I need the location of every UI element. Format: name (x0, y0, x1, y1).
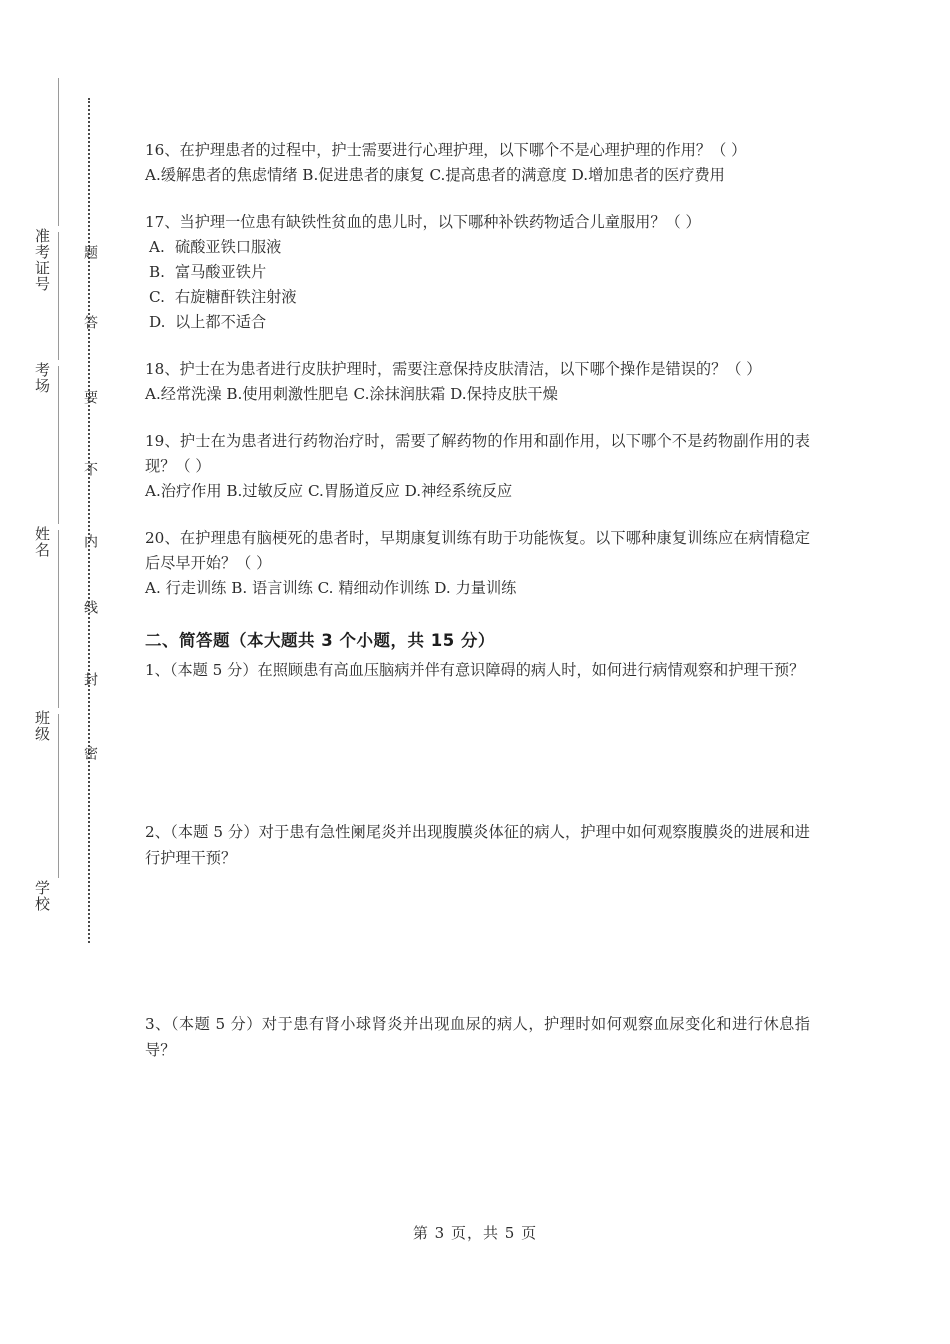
question-18-stem: 18、护士在为患者进行皮肤护理时，需要注意保持皮肤清洁，以下哪个操作是错误的？（ ） (145, 360, 762, 378)
answer-space-3[interactable] (145, 1063, 810, 1143)
question-16 (145, 138, 810, 188)
option-key: B. (149, 263, 165, 281)
identity-rule-school (58, 714, 59, 878)
question-18 (145, 357, 810, 407)
option-text: 右旋糖酐铁注射液 (175, 288, 297, 306)
short-answer-question-2-text: 2、（本题 5 分）对于患有急性阑尾炎并出现腹膜炎体征的病人，护理中如何观察腹膜炎的进展和进行护理干预？ (145, 823, 810, 867)
identity-label-student-name: 姓名 (33, 526, 51, 558)
identity-rule-admission-number (58, 78, 59, 226)
option-key: D. (149, 313, 166, 331)
page-footer (0, 1222, 950, 1243)
identity-label-school: 学校 (33, 880, 51, 912)
question-16-options: A.缓解患者的焦虑情绪 B.促进患者的康复 C.提高患者的满意度 D.增加患者的医疗费用 (145, 166, 725, 184)
option-key: A. (149, 238, 165, 256)
question-18-options: A.经常洗澡 B.使用刺激性肥皂 C.涂抹润肤霜 D.保持皮肤干燥 (145, 385, 558, 403)
option-text: 硫酸亚铁口服液 (175, 238, 282, 256)
short-answer-question-3 (145, 1011, 810, 1143)
answer-space-1[interactable] (145, 683, 810, 819)
question-19-stem: 19、护士在为患者进行药物治疗时，需要了解药物的作用和副作用，以下哪个不是药物副作用的表现？（ ） (145, 432, 810, 475)
page-indicator: 第 3 页，共 5 页 (412, 1224, 538, 1242)
question-17-options (145, 235, 810, 335)
exam-content (145, 138, 810, 1143)
identity-rule-student-name (58, 366, 59, 524)
identity-rule-exam-room (58, 232, 59, 360)
question-17-option-d (145, 310, 810, 335)
option-key: C. (149, 288, 165, 306)
seal-char-da: 答 (82, 315, 98, 347)
answer-space-2[interactable] (145, 871, 810, 1011)
question-16-stem: 16、在护理患者的过程中，护士需要进行心理护理，以下哪个不是心理护理的作用？（ ） (145, 141, 747, 159)
question-20 (145, 526, 810, 601)
short-answer-question-1-text: 1、（本题 5 分）在照顾患有高血压脑病并伴有意识障碍的病人时，如何进行病情观察和护理干预？ (145, 661, 805, 679)
question-19 (145, 429, 810, 504)
seal-dashed-line (88, 98, 90, 943)
identity-label-exam-room: 考场 (33, 362, 51, 394)
question-17-stem: 17、当护理一位患有缺铁性贫血的患儿时，以下哪种补铁药物适合儿童服用？（ ） (145, 213, 701, 231)
seal-margin (0, 0, 140, 1344)
short-answer-question-2 (145, 819, 810, 1011)
question-20-stem: 20、在护理患有脑梗死的患者时，早期康复训练有助于功能恢复。以下哪种康复训练应在病情稳定后尽早开始？（ ） (145, 529, 810, 572)
identity-label-admission-number: 准考证号 (33, 228, 51, 292)
section-heading-short-answer: 二、简答题（本大题共 3 个小题，共 15 分） (145, 631, 495, 650)
identity-label-class: 班级 (33, 710, 51, 742)
short-answer-question-1 (145, 657, 810, 819)
identity-rule-class (58, 530, 59, 708)
seal-char-mi: 密 (82, 746, 98, 778)
seal-char-yao: 要 (82, 390, 98, 422)
question-20-options: A. 行走训练 B. 语言训练 C. 精细动作训练 D. 力量训练 (145, 579, 517, 597)
seal-char-feng: 封 (82, 672, 98, 704)
seal-char-ti: 题 (82, 245, 98, 277)
question-17-option-a (145, 235, 810, 260)
question-17 (145, 210, 810, 335)
short-answer-question-3-text: 3、（本题 5 分）对于患有肾小球肾炎并出现血尿的病人，护理时如何观察血尿变化和进行休息指导？ (145, 1015, 810, 1059)
option-text: 以上都不适合 (175, 313, 267, 331)
question-17-option-b (145, 260, 810, 285)
question-17-option-c (145, 285, 810, 310)
seal-char-xian: 线 (82, 600, 98, 632)
seal-char-nei: 内 (82, 534, 98, 566)
seal-char-bu: 不 (82, 462, 98, 494)
option-text: 富马酸亚铁片 (175, 263, 267, 281)
question-19-options: A.治疗作用 B.过敏反应 C.胃肠道反应 D.神经系统反应 (145, 482, 513, 500)
